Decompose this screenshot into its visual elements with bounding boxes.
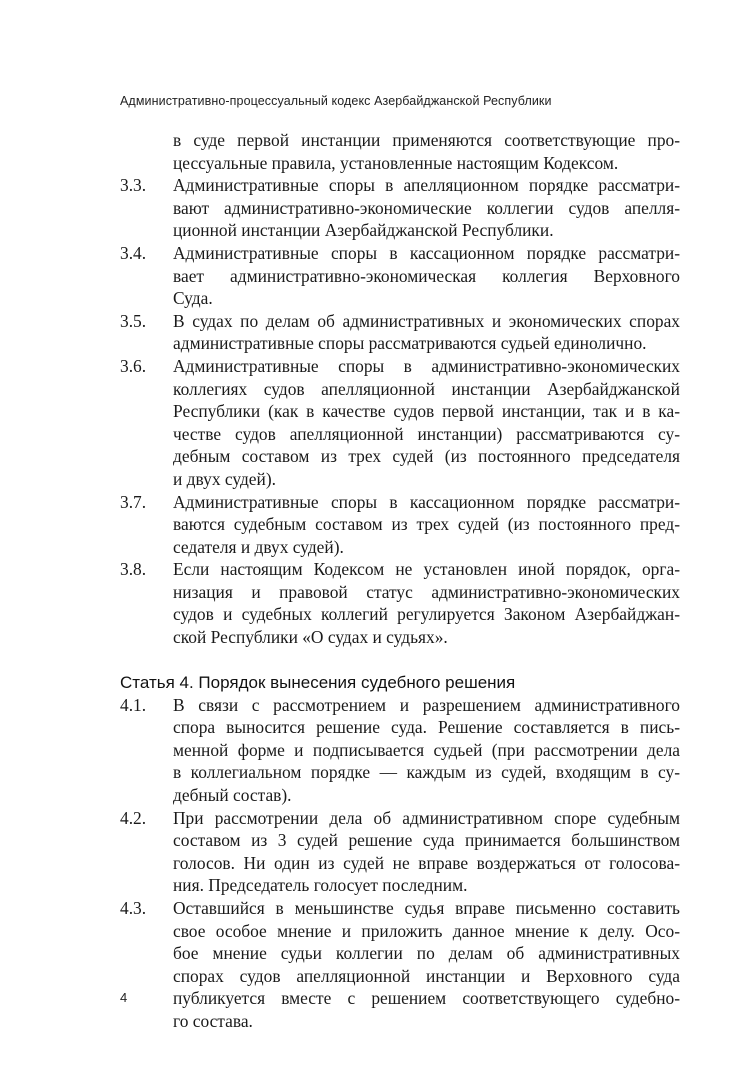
paragraph-line: в суде первой инстанции применяются соответствующие про- — [173, 130, 680, 150]
text-line — [120, 694, 680, 717]
text-line — [120, 355, 680, 378]
paragraph-line: низация и правовой статус административно-экономических — [173, 581, 680, 602]
paragraph-line: го состава. — [173, 1010, 253, 1031]
text-line — [120, 129, 680, 152]
text-line — [120, 807, 680, 830]
item-number: 4.2. — [120, 807, 147, 828]
item-number: 4.1. — [120, 694, 147, 715]
paragraph-line: Административные споры в административно-экономических — [173, 355, 680, 376]
text-line — [120, 287, 680, 310]
paragraph-line: в коллегиальном порядке — каждым из судей, входящим в су- — [173, 762, 680, 783]
text-line — [120, 491, 680, 514]
paragraph-line: цессуальные правила, установленные настоящим Кодексом. — [173, 152, 619, 173]
paragraph-line: В судах по делам об административных и экономических спорах — [173, 310, 680, 331]
item-number: 3.8. — [120, 559, 147, 580]
item-number: 3.3. — [120, 175, 147, 196]
text-line — [120, 897, 680, 920]
text-line — [120, 445, 680, 468]
paragraph-line: составом из 3 судей решение суда принимается большинством — [173, 830, 680, 851]
item-number: 3.4. — [120, 242, 147, 263]
text-line — [120, 761, 680, 784]
paragraph-line: ния. Председатель голосует последним. — [173, 875, 468, 896]
text-line — [120, 716, 680, 739]
paragraph-line: В связи с рассмотрением и разрешением административного — [173, 694, 680, 715]
paragraph-line: вают административно-экономические коллегии судов апелля- — [173, 197, 680, 218]
paragraph-line: честве судов апелляционной инстанции) рассматриваются су- — [173, 423, 680, 444]
text-line — [120, 332, 680, 355]
text-line — [120, 242, 680, 265]
paragraph-line: При рассмотрении дела об административном споре судебным — [173, 807, 680, 828]
paragraph-line: коллегиях судов апелляционной инстанции Азербайджанской — [173, 378, 680, 399]
text-line — [120, 920, 680, 943]
text-line — [120, 536, 680, 559]
paragraph-line: Оставшийся в меньшинстве судья вправе письменно составить — [173, 898, 680, 918]
paragraph-line: вает административно-экономическая коллегия Верховного — [173, 265, 680, 286]
text-line — [120, 987, 680, 1010]
page-body — [120, 129, 680, 1033]
paragraph-line: свое особое мнение и приложить данное мнение к делу. Осо- — [173, 920, 680, 941]
paragraph-line: менной форме и подписывается судьей (при рассмотрении дела — [173, 739, 680, 760]
running-header: Административно-процессуальный кодекс Азербайджанской Республики — [120, 94, 552, 108]
paragraph-line: спора выносится решение суда. Решение составляется в пись- — [173, 717, 680, 738]
item-number: 4.3. — [120, 898, 147, 918]
text-line — [120, 1010, 680, 1033]
paragraph-line: судов и судебных коллегий регулируется Законом Азербайджан- — [173, 604, 680, 625]
text-line — [120, 310, 680, 333]
text-line — [120, 852, 680, 875]
text-line — [120, 400, 680, 423]
text-line — [120, 197, 680, 220]
item-number: 3.7. — [120, 491, 147, 512]
text-line — [120, 378, 680, 401]
paragraph-line: Если настоящим Кодексом не установлен иной порядок, орга- — [173, 559, 680, 580]
item-number: 3.6. — [120, 355, 147, 376]
text-line — [120, 152, 680, 175]
paragraph-line: публикуется вместе с решением соответствующего судебно- — [173, 988, 680, 1009]
text-line — [120, 739, 680, 762]
text-line — [120, 942, 680, 965]
paragraph-line: седателя и двух судей). — [173, 536, 344, 557]
text-line — [120, 468, 680, 491]
paragraph-line: Административные споры в кассационном порядке рассматри- — [173, 491, 680, 512]
text-line — [120, 558, 680, 581]
paragraph-line: дебным составом из трех судей (из постоянного председателя — [173, 446, 680, 467]
text-line — [120, 581, 680, 604]
paragraph-line: Республики (как в качестве судов первой инстанции, так и в ка- — [173, 401, 680, 422]
text-line — [120, 219, 680, 242]
paragraph-line: и двух судей). — [173, 468, 276, 489]
item-number: 3.5. — [120, 310, 147, 331]
text-line — [120, 174, 680, 197]
text-line — [120, 603, 680, 626]
paragraph-line: ской Республики «О судах и судьях». — [173, 627, 448, 648]
paragraph-line: административные споры рассматриваются судьей единолично. — [173, 333, 647, 354]
paragraph-line: голосов. Ни один из судей не вправе воздержаться от голосова- — [173, 852, 680, 873]
text-line — [120, 965, 680, 988]
text-line — [120, 626, 680, 649]
paragraph-line: дебный состав). — [173, 785, 292, 806]
paragraph-line: ваются судебным составом из трех судей (из постоянного пред- — [173, 514, 680, 535]
text-line — [120, 265, 680, 288]
paragraph-line: ционной инстанции Азербайджанской Республики. — [173, 220, 554, 241]
text-line — [120, 784, 680, 807]
paragraph-line: бое мнение судьи коллегии по делам об административных — [173, 943, 680, 964]
paragraph-line: Административные споры в кассационном порядке рассматри- — [173, 242, 680, 263]
text-line — [120, 829, 680, 852]
text-line — [120, 423, 680, 446]
paragraph-line: Суда. — [173, 288, 213, 309]
text-line — [120, 874, 680, 897]
paragraph-line: спорах судов апелляционной инстанции и Верховного суда — [173, 965, 680, 986]
paragraph-line: Административные споры в апелляционном порядке рассматри- — [173, 175, 680, 196]
text-line — [120, 513, 680, 536]
page-number: 4 — [120, 990, 128, 1005]
article-heading: Статья 4. Порядок вынесения судебного решения — [120, 672, 516, 692]
